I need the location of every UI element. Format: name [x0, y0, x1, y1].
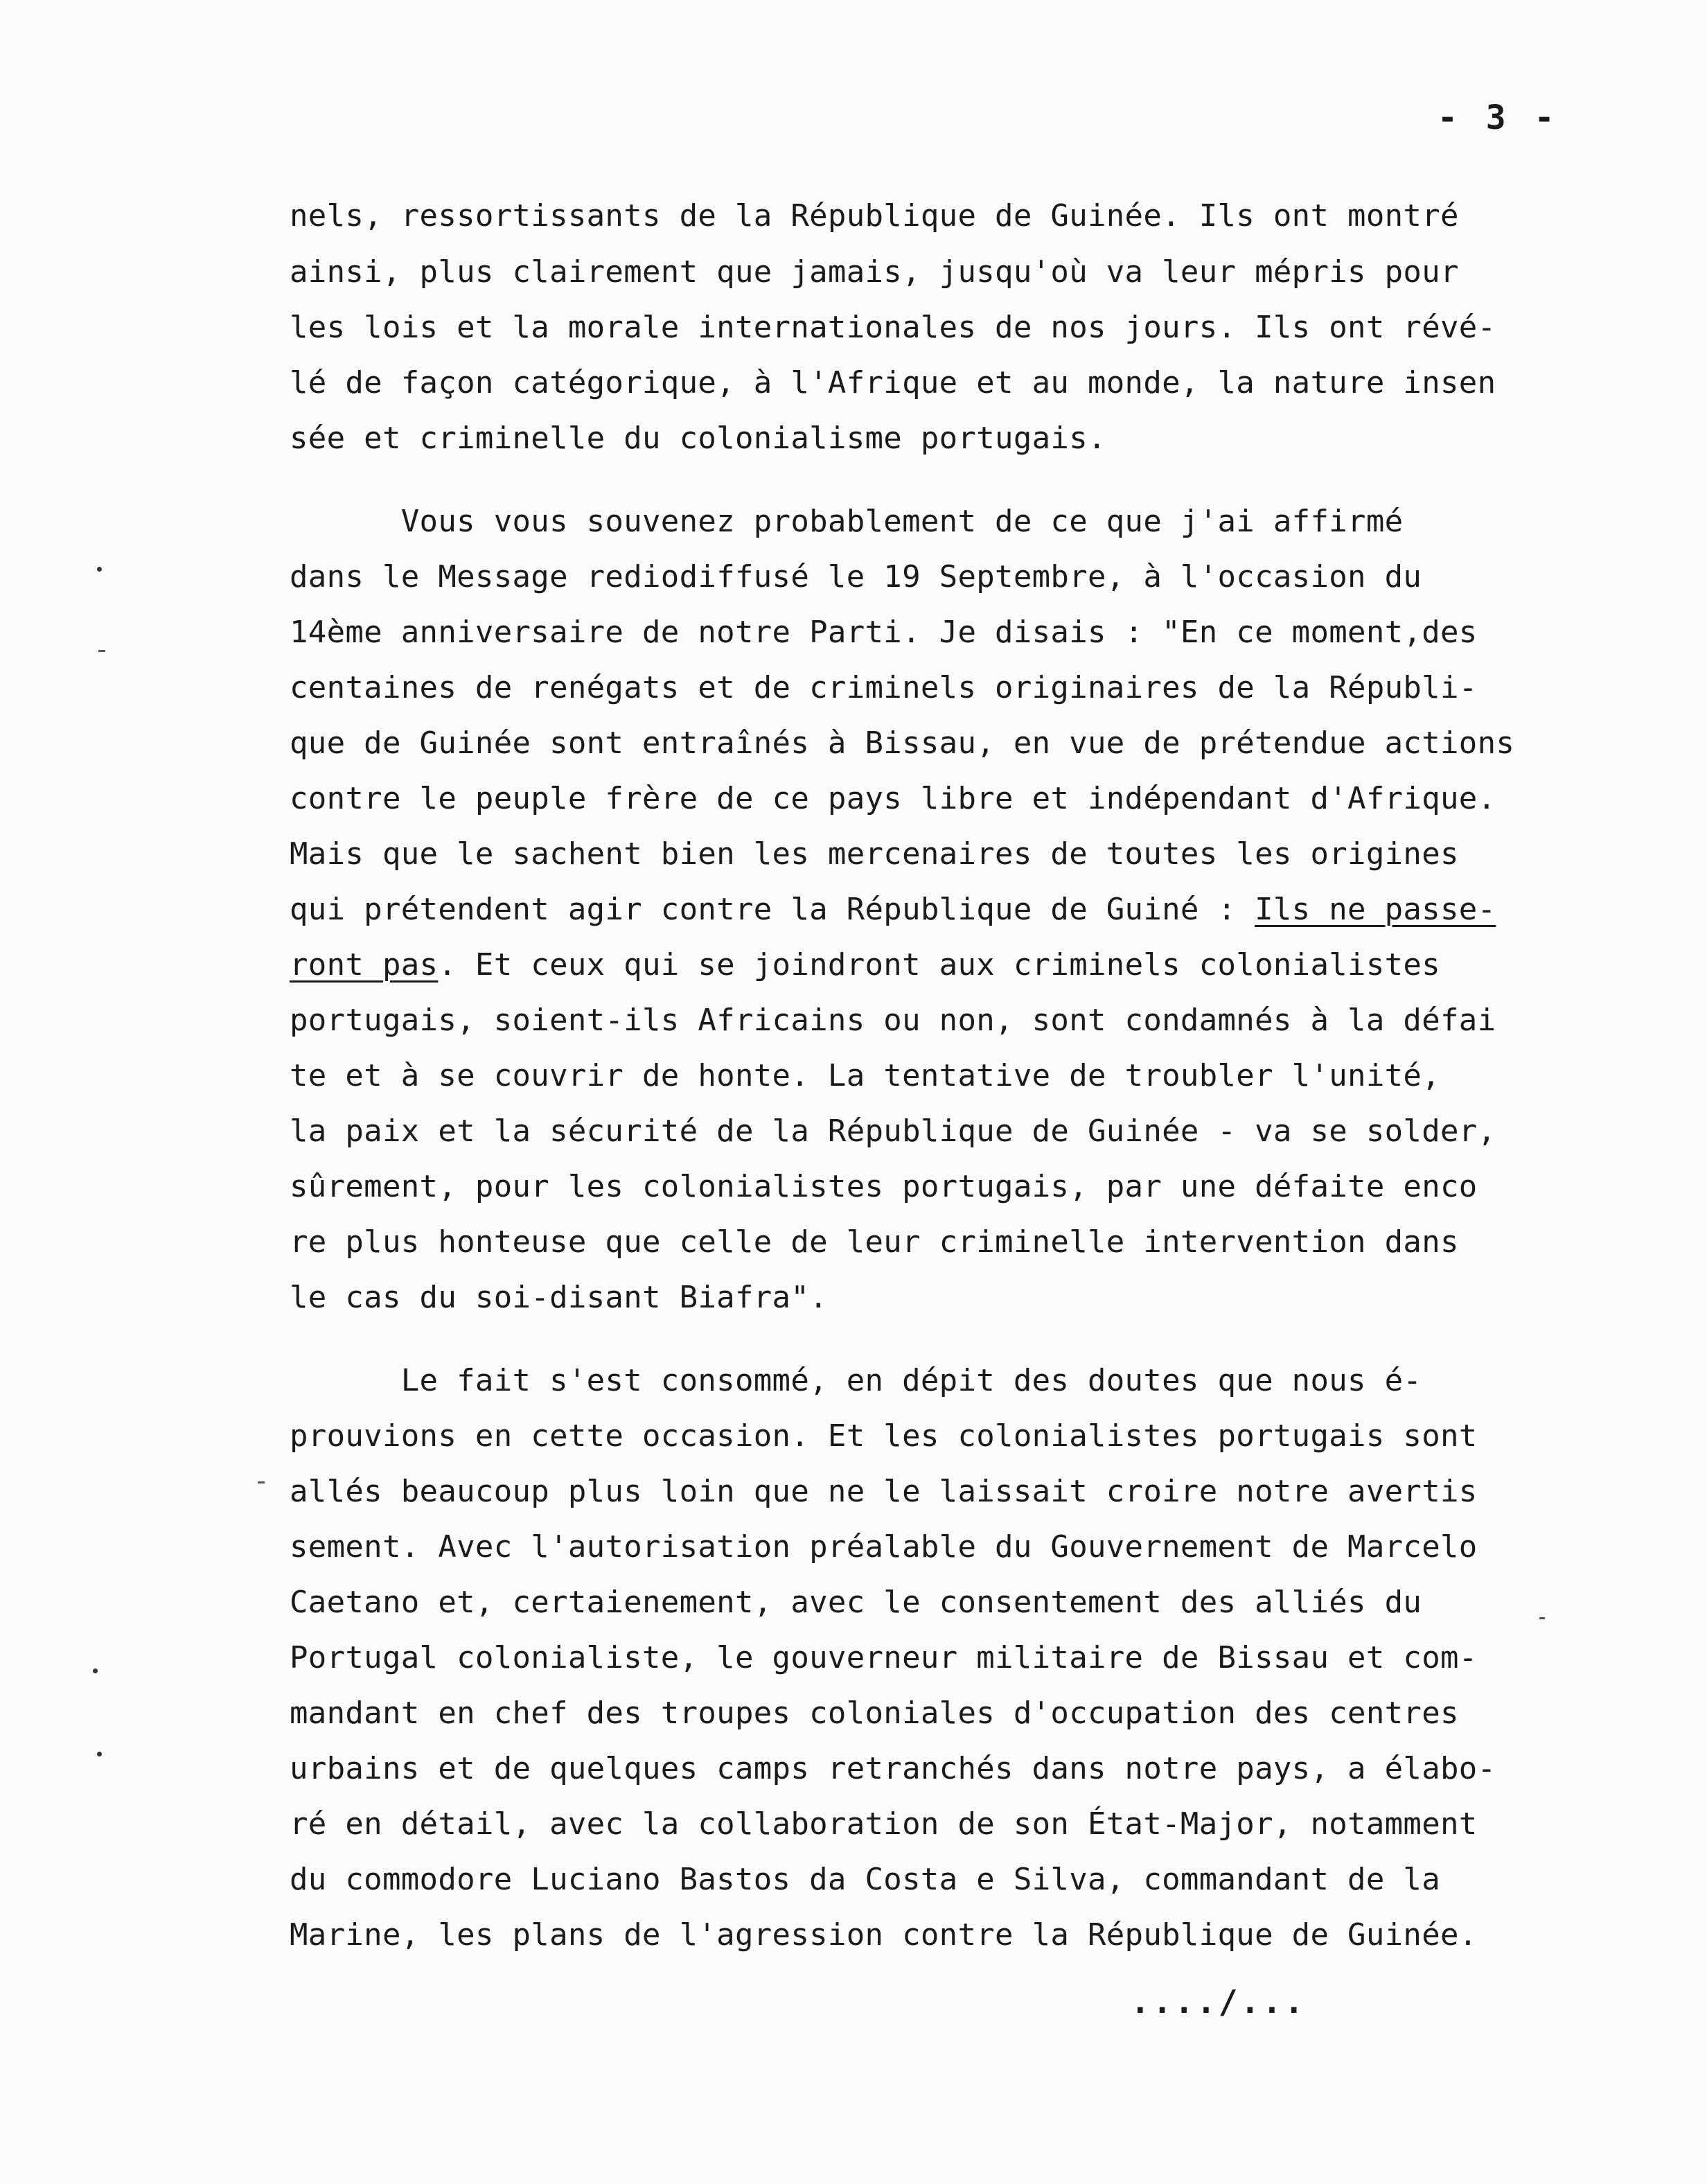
text-line: Marine, les plans de l'agression contre la République de Guinée. [290, 1917, 1478, 1953]
text-line: les lois et la morale internationales de nos jours. Ils ont révé- [290, 310, 1496, 345]
text-line: contre le peuple frère de ce pays libre et indépendant d'Afrique. [290, 781, 1496, 816]
text-line: sée et criminelle du colonialisme portugais. [290, 421, 1106, 456]
scan-speck [258, 1481, 265, 1483]
text-line: re plus honteuse que celle de leur criminelle intervention dans [290, 1224, 1459, 1260]
text-line: allés beaucoup plus loin que ne le laissait croire notre avertis [290, 1474, 1478, 1509]
text-segment: qui prétendent agir contre la République de Guiné : [290, 892, 1255, 927]
text-line: mandant en chef des troupes coloniales d'occupation des centres [290, 1696, 1459, 1731]
scan-speck [97, 567, 102, 572]
underlined-text: ront pas [290, 947, 439, 983]
text-line [290, 946, 1440, 984]
text-line: sement. Avec l'autorisation préalable du Gouvernement de Marcelo [290, 1529, 1478, 1565]
text-line: 14ème anniversaire de notre Parti. Je disais : "En ce moment,des [290, 615, 1478, 650]
scan-speck [98, 650, 105, 652]
text-line: du commodore Luciano Bastos da Costa e Silva, commandant de la [290, 1862, 1440, 1897]
text-line: te et à se couvrir de honte. La tentative de troubler l'unité, [290, 1058, 1440, 1093]
text-line: nels, ressortissants de la République de Guinée. Ils ont montré [290, 198, 1459, 234]
scan-speck [93, 1668, 98, 1673]
text-line: prouvions en cette occasion. Et les colonialistes portugais sont [290, 1418, 1478, 1454]
page-number: - 3 - [1438, 98, 1559, 137]
text-line: Vous vous souvenez probablement de ce que j'ai affirmé [290, 504, 1404, 539]
text-line: sûrement, pour les colonialistes portugais, par une défaite enco [290, 1169, 1478, 1204]
text-line: centaines de renégats et de criminels originaires de la Républi- [290, 670, 1478, 705]
text-line: ré en détail, avec la collaboration de son État-Major, notamment [290, 1806, 1478, 1842]
text-line: Mais que le sachent bien les mercenaires de toutes les origines [290, 836, 1459, 872]
continuation-mark: ..../... [1131, 1983, 1307, 2020]
text-line: dans le Message rediodiffusé le 19 Septembre, à l'occasion du [290, 559, 1422, 595]
text-line: que de Guinée sont entraînés à Bissau, en vue de prétendue actions [290, 725, 1515, 761]
scan-speck [97, 1752, 102, 1756]
text-line: la paix et la sécurité de la République de Guinée - va se solder, [290, 1113, 1496, 1149]
text-line: le cas du soi-disant Biafra". [290, 1280, 828, 1315]
text-line: portugais, soient-ils Africains ou non, sont condamnés à la défai [290, 1003, 1496, 1038]
text-line: Caetano et, certaienement, avec le consentement des alliés du [290, 1585, 1422, 1620]
text-line: ainsi, plus clairement que jamais, jusqu'où va leur mépris pour [290, 254, 1459, 290]
text-line: urbains et de quelques camps retranchés dans notre pays, a élabo- [290, 1751, 1496, 1786]
text-line: Le fait s'est consommé, en dépit des doutes que nous é- [290, 1363, 1422, 1398]
scan-speck [1539, 1617, 1545, 1619]
underlined-text: Ils ne passe- [1255, 892, 1496, 927]
text-segment: . Et ceux qui se joindront aux criminels colonialistes [438, 947, 1441, 983]
text-line: lé de façon catégorique, à l'Afrique et au monde, la nature insen [290, 365, 1496, 400]
text-line: Portugal colonialiste, le gouverneur militaire de Bissau et com- [290, 1640, 1478, 1675]
text-line [290, 891, 1496, 928]
